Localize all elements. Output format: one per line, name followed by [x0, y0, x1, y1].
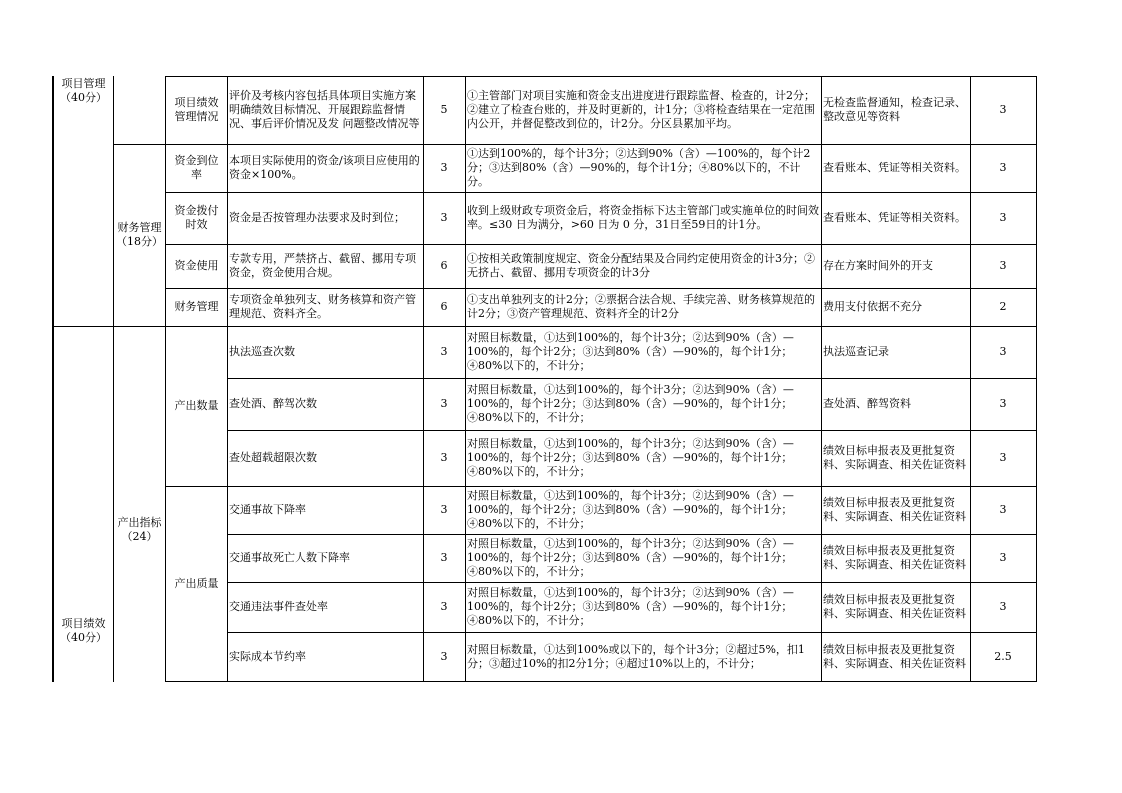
- actual-score-cell: 3: [999, 259, 1007, 272]
- content-cell: 评价及考核内容包括具体项目实施方案明确绩效目标情况、开展跟踪监督情况、事后评价情况及发 问题整改情况等: [229, 89, 420, 130]
- content-cell: 交通违法事件查处率: [229, 600, 328, 613]
- criteria-cell: ①按相关政策制度规定、资金分配结果及合同约定使用资金的计3分；②无挤占、截留、挪用专项资金的计3分: [467, 252, 815, 279]
- column-divider: [970, 76, 971, 682]
- row-divider: [165, 486, 1037, 487]
- item-cell: 财务管理: [174, 300, 219, 313]
- column-divider: [227, 76, 228, 682]
- category-cell: 项目管理 （40分）: [60, 77, 107, 104]
- score-cell: 3: [440, 551, 448, 564]
- score-cell: 3: [440, 397, 448, 410]
- content-cell: 交通事故下降率: [229, 503, 306, 516]
- actual-score-cell: 3: [999, 551, 1007, 564]
- actual-score-cell: 3: [999, 211, 1007, 224]
- evidence-cell: 存在方案时间外的开支: [823, 259, 933, 272]
- row-divider: [227, 430, 1037, 431]
- item-cell: 资金拨付 时效: [174, 204, 219, 231]
- score-cell: 3: [440, 451, 448, 464]
- score-cell: 3: [440, 600, 448, 613]
- actual-score-cell: 3: [999, 600, 1007, 613]
- row-divider: [227, 534, 1037, 535]
- group-cell: 财务管理 （18分）: [116, 221, 163, 248]
- content-cell: 专项资金单独列支、财务核算和资产管理规范、资料齐全。: [229, 293, 416, 320]
- row-divider: [227, 378, 1037, 379]
- group-cell: 产出指标 （24）: [117, 516, 162, 543]
- actual-score-cell: 3: [999, 451, 1007, 464]
- content-cell: 实际成本节约率: [229, 650, 306, 663]
- evidence-cell: 费用支付依据不充分: [823, 300, 922, 313]
- score-cell: 3: [440, 211, 448, 224]
- evidence-cell: 绩效目标申报表及更批复资料、实际调查、相关佐证资料: [823, 496, 966, 523]
- actual-score-cell: 3: [999, 103, 1007, 116]
- score-cell: 3: [440, 161, 448, 174]
- score-cell: 6: [440, 300, 448, 313]
- actual-score-cell: 3: [999, 345, 1007, 358]
- content-cell: 查处超载超限次数: [229, 451, 317, 464]
- column-divider: [165, 76, 166, 682]
- evidence-cell: 绩效目标申报表及更批复资料、实际调查、相关佐证资料: [823, 444, 966, 471]
- actual-score-cell: 3: [999, 397, 1007, 410]
- item-cell: 资金使用: [174, 259, 219, 272]
- content-cell: 专款专用，严禁挤占、截留、挪用专项资金，资金使用合规。: [229, 252, 416, 279]
- score-cell: 3: [440, 650, 448, 663]
- criteria-cell: ①达到100%的，每个计3分；②达到90%（含）—100%的，每个计2分；③达到80%（含）—90%的，每个计1分；④80%以下的，不计分。: [467, 147, 811, 188]
- item-cell: 资金到位 率: [174, 154, 219, 181]
- criteria-cell: ①支出单独列支的计2分；②票据合法合规、手续完善、财务核算规范的计2分；③资产管理规范、资料齐全的计2分: [467, 293, 815, 320]
- row-divider: [165, 288, 1037, 289]
- evidence-cell: 查看账本、凭证等相关资料。: [823, 211, 966, 224]
- criteria-cell: 对照目标数量，①达到100%的，每个计3分；②达到90%（含）—100%的，每个计2分；③达到80%（含）—90%的，每个计1分；④80%以下的，不计分；: [467, 331, 794, 372]
- column-divider: [113, 76, 114, 682]
- item-cell: 项目绩效 管理情况: [174, 96, 219, 123]
- evidence-cell: 绩效目标申报表及更批复资料、实际调查、相关佐证资料: [823, 544, 966, 571]
- criteria-cell: 对照目标数量，①达到100%的，每个计3分；②达到90%（含）—100%的，每个计2分；③达到80%（含）—90%的，每个计1分；④80%以下的，不计分；: [467, 489, 794, 530]
- criteria-cell: 对照目标数量，①达到100%的，每个计3分；②达到90%（含）—100%的，每个计2分；③达到80%（含）—90%的，每个计1分；④80%以下的，不计分；: [467, 586, 794, 627]
- row-divider: [165, 192, 1037, 193]
- content-cell: 本项目实际使用的资金/该项目应使用的资金×100%。: [229, 154, 420, 181]
- criteria-cell: 对照目标数量，①达到100%的，每个计3分；②达到90%（含）—100%的，每个计2分；③达到80%（含）—90%的，每个计1分；④80%以下的，不计分；: [467, 383, 794, 424]
- subgroup-cell: 产出质量: [174, 577, 219, 590]
- evidence-cell: 绩效目标申报表及更批复资料、实际调查、相关佐证资料: [823, 643, 966, 670]
- content-cell: 交通事故死亡人数下降率: [229, 551, 350, 564]
- row-divider: [165, 244, 1037, 245]
- evidence-cell: 绩效目标申报表及更批复资料、实际调查、相关佐证资料: [823, 593, 966, 620]
- content-cell: 资金是否按管理办法要求及时到位；: [229, 211, 405, 224]
- content-cell: 执法巡查次数: [229, 345, 295, 358]
- category-cell: 项目绩效 （40分）: [60, 617, 107, 644]
- actual-score-cell: 3: [999, 503, 1007, 516]
- table-border-right: [1036, 76, 1037, 682]
- row-divider: [113, 144, 1037, 145]
- score-cell: 3: [440, 345, 448, 358]
- actual-score-cell: 2: [999, 300, 1007, 313]
- content-cell: 查处酒、醉驾次数: [229, 397, 317, 410]
- column-divider: [465, 76, 466, 682]
- evidence-cell: 查处酒、醉驾资料: [823, 397, 911, 410]
- criteria-cell: 收到上级财政专项资金后，将资金指标下达主管部门或实施单位的时间效率。≤30 日为满分，>60 日为 0 分，31日至59日的计1分。: [467, 204, 819, 231]
- table-border-left: [52, 76, 54, 682]
- evidence-cell: 无检查监督通知，检查记录、整改意见等资料: [823, 96, 966, 123]
- evidence-cell: 执法巡查记录: [823, 345, 889, 358]
- actual-score-cell: 3: [999, 161, 1007, 174]
- column-divider: [821, 76, 822, 682]
- subgroup-cell: 产出数量: [174, 399, 219, 412]
- criteria-cell: 对照目标数量，①达到100%的，每个计3分；②达到90%（含）—100%的，每个计2分；③达到80%（含）—90%的，每个计1分；④80%以下的，不计分；: [467, 537, 794, 578]
- actual-score-cell: 2.5: [994, 650, 1012, 663]
- row-divider: [165, 76, 1037, 77]
- row-divider: [52, 326, 1037, 327]
- score-cell: 3: [440, 503, 448, 516]
- row-divider: [227, 582, 1037, 583]
- evidence-cell: 查看账本、凭证等相关资料。: [823, 161, 966, 174]
- row-divider: [227, 632, 1037, 633]
- column-divider: [423, 76, 424, 682]
- criteria-cell: 对照目标数量，①达到100%的，每个计3分；②达到90%（含）—100%的，每个计2分；③达到80%（含）—90%的，每个计1分；④80%以下的，不计分；: [467, 437, 794, 478]
- criteria-cell: 对照目标数量，①达到100%或以下的，每个计3分；②超过5%，扣1分；③超过10%的扣2分1分；④超过10%以上的，不计分；: [467, 643, 805, 670]
- score-cell: 5: [440, 103, 448, 116]
- row-divider: [165, 681, 1037, 682]
- criteria-cell: ①主管部门对项目实施和资金支出进度进行跟踪监督、检查的，计2分；②建立了检查台账的，并及时更新的，计1分；③将检查结果在一定范围内公开，并督促整改到位的，计2分。分区县累加平均。: [467, 89, 815, 130]
- score-cell: 6: [440, 259, 448, 272]
